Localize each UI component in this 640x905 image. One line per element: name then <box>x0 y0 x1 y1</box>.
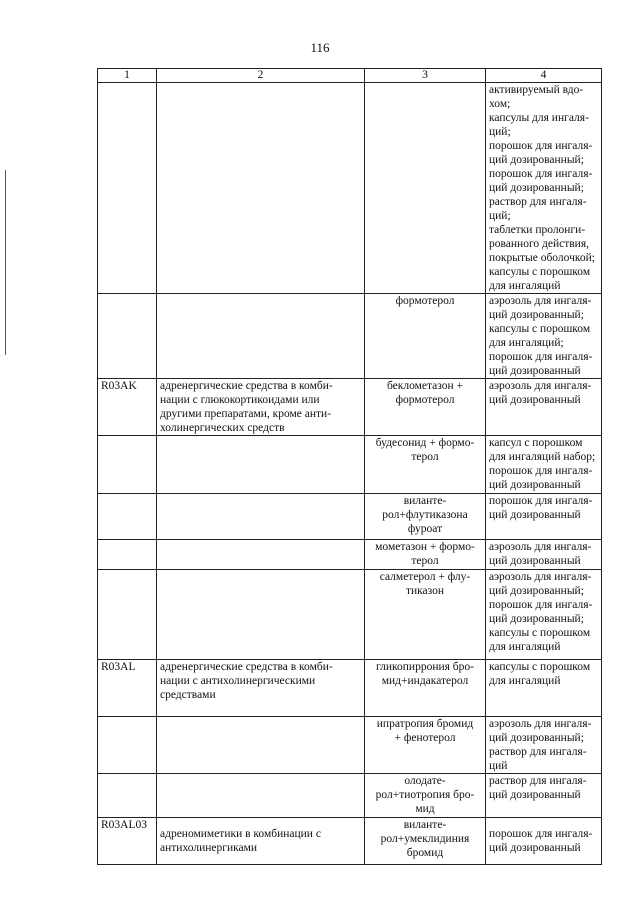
substance-name: формотерол <box>365 294 486 379</box>
table-row <box>98 774 602 818</box>
group-name: адреномиметики в комбинации с антихолинергиками <box>157 818 365 865</box>
table-row <box>98 436 602 494</box>
table-row <box>98 717 602 774</box>
group-name <box>157 540 365 570</box>
dosage-forms: аэрозоль для ингаля- ций дозированный <box>486 379 602 436</box>
table-row <box>98 818 602 865</box>
column-header-4: 4 <box>486 69 602 83</box>
atc-code <box>98 540 157 570</box>
dosage-forms: раствор для ингаля- ций дозированный <box>486 774 602 818</box>
substance-name: гликопиррония бро- мид+индакатерол <box>365 660 486 717</box>
dosage-forms: порошок для ингаля- ций дозированный <box>486 494 602 540</box>
table-row <box>98 294 602 379</box>
group-name <box>157 83 365 294</box>
substance-name: мометазон + формо- терол <box>365 540 486 570</box>
column-header-1: 1 <box>98 69 157 83</box>
substance-name: салметерол + флу- тиказон <box>365 570 486 660</box>
dosage-forms: капсулы с порошком для ингаляций <box>486 660 602 717</box>
margin-line <box>5 170 6 355</box>
substance-name: виланте- рол+флутиказона фуроат <box>365 494 486 540</box>
group-name <box>157 717 365 774</box>
table-row <box>98 83 602 294</box>
atc-code: R03AK <box>98 379 157 436</box>
atc-code <box>98 83 157 294</box>
atc-code <box>98 570 157 660</box>
dosage-forms: аэрозоль для ингаля- ций дозированный; порошок для ингаля- ций дозированный; капсулы с порошком для ингаляций <box>486 570 602 660</box>
dosage-forms: капсул с порошком для ингаляций набор; порошок для ингаля- ций дозированный <box>486 436 602 494</box>
column-header-2: 2 <box>157 69 365 83</box>
table-row <box>98 494 602 540</box>
group-name <box>157 570 365 660</box>
atc-code <box>98 294 157 379</box>
group-name: адренергические средства в комби- нации с глюкокортикоидами или другими препаратами, кроме анти- холинергических средств <box>157 379 365 436</box>
group-name <box>157 294 365 379</box>
atc-code <box>98 774 157 818</box>
page-number: 116 <box>310 40 330 55</box>
substance-name: олодате- рол+тиотропия бро- мид <box>365 774 486 818</box>
dosage-forms: аэрозоль для ингаля- ций дозированный <box>486 540 602 570</box>
column-header-3: 3 <box>365 69 486 83</box>
table-row <box>98 540 602 570</box>
group-name <box>157 436 365 494</box>
atc-code: R03AL03 <box>98 818 157 865</box>
atc-code: R03AL <box>98 660 157 717</box>
atc-code <box>98 717 157 774</box>
table-row <box>98 660 602 717</box>
table-row <box>98 570 602 660</box>
table-row <box>98 379 602 436</box>
dosage-forms: активируемый вдо- хом; капсулы для ингаля- ций; порошок для ингаля- ций дозированный; порошок для ингаля- ций дозированный; раствор для ингаля- ций; таблетки пролонги- рованного действия, покрытые оболочкой; капсулы с порошком для ингаляций <box>486 83 602 294</box>
header-row <box>98 69 602 83</box>
group-name <box>157 494 365 540</box>
substance-name: будесонид + формо- терол <box>365 436 486 494</box>
dosage-forms: аэрозоль для ингаля- ций дозированный; раствор для ингаля- ций <box>486 717 602 774</box>
drug-table <box>97 68 602 865</box>
atc-code <box>98 436 157 494</box>
substance-name: беклометазон + формотерол <box>365 379 486 436</box>
group-name <box>157 774 365 818</box>
substance-name <box>365 83 486 294</box>
substance-name: ипратропия бромид + фенотерол <box>365 717 486 774</box>
substance-name: виланте- рол+умеклидиния бромид <box>365 818 486 865</box>
dosage-forms: аэрозоль для ингаля- ций дозированный; капсулы с порошком для ингаляций; порошок для ингаля- ций дозированный <box>486 294 602 379</box>
atc-code <box>98 494 157 540</box>
group-name: адренергические средства в комби- нации с антихолинергическими средствами <box>157 660 365 717</box>
dosage-forms: порошок для ингаля- ций дозированный <box>486 818 602 865</box>
